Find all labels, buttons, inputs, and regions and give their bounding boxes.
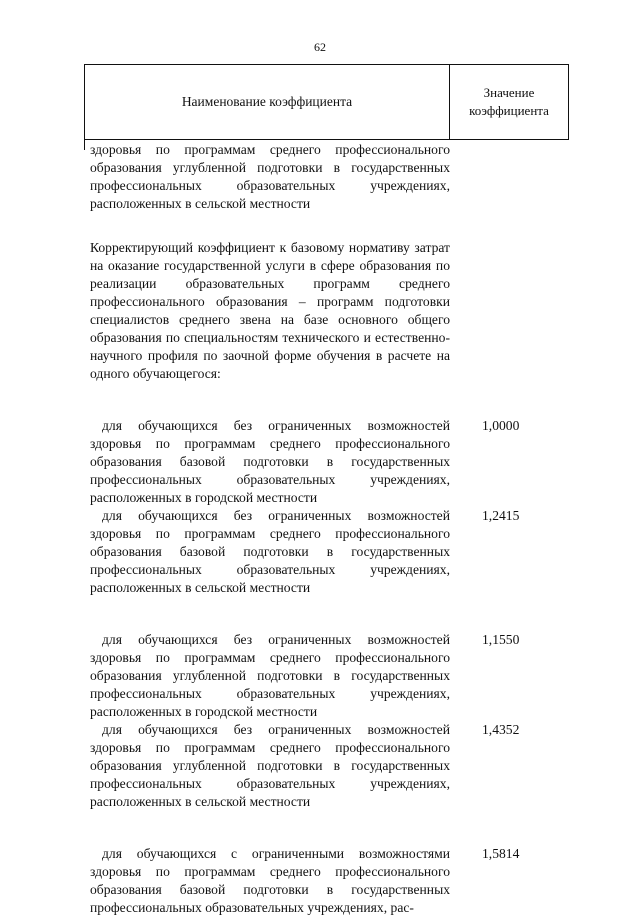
row-value: 1,1550 — [482, 632, 520, 647]
row-value: 1,2415 — [482, 508, 520, 523]
page-number: 62 — [314, 40, 326, 54]
spacer — [90, 811, 450, 845]
table-row — [90, 845, 520, 917]
row-description: для обучающихся без ограниченных возможностей здоровья по программам среднего профессионального образования базовой подготовки в государственных профессиональных образовательных учреждениях, расположенных в городской местности — [90, 418, 450, 505]
row-description: для обучающихся с ограниченными возможностями здоровья по программам среднего профессионального образования базовой подготовки в государственных профессиональных образовательных учреждениях, рас- — [90, 846, 450, 915]
column-header-value-line1: Значение — [483, 85, 535, 100]
table-row — [90, 721, 520, 811]
column-header-name-label: Наименование коэффициента — [181, 94, 353, 109]
column-header-name — [85, 65, 450, 139]
table-left-border — [84, 140, 85, 150]
document-body — [90, 141, 520, 917]
table-row — [90, 417, 520, 507]
row-value: 1,5814 — [482, 846, 520, 861]
spacer — [90, 383, 450, 417]
column-header-value-line2: коэффициента — [469, 103, 549, 118]
spacer — [90, 213, 450, 239]
continuation-text: здоровья по программам среднего профессионального образования углубленной подготовки в государственных профессиональных образовательных учреждениях, расположенных в сельской местности — [90, 142, 450, 211]
row-value: 1,4352 — [482, 722, 520, 737]
row-description: для обучающихся без ограниченных возможностей здоровья по программам среднего профессионального образования базовой подготовки в государственных профессиональных образовательных учреждениях, расположенных в сельской местности — [90, 508, 450, 595]
spacer — [90, 597, 450, 631]
row-value: 1,0000 — [482, 418, 520, 433]
table-row — [90, 631, 520, 721]
table-row — [90, 507, 520, 597]
row-description: для обучающихся без ограниченных возможностей здоровья по программам среднего профессионального образования углубленной подготовки в государственных профессиональных образовательных учреждениях, расположенных в сельской местности — [90, 722, 450, 809]
table-header — [84, 64, 569, 140]
row-description: для обучающихся без ограниченных возможностей здоровья по программам среднего профессионального образования углубленной подготовки в государственных профессиональных образовательных учреждениях, расположенных в городской местности — [90, 632, 450, 719]
section-heading: Корректирующий коэффициент к базовому нормативу затрат на оказание государственной услуги в сфере образования по реализации образовательных программ среднего профессионального образования – программ подготовки специалистов среднего звена на базе основного общего образования по специальностям технического и естественно-научного профиля по заочной форме обучения в расчете на одного обучающегося: — [90, 240, 450, 381]
column-header-value — [450, 65, 568, 139]
